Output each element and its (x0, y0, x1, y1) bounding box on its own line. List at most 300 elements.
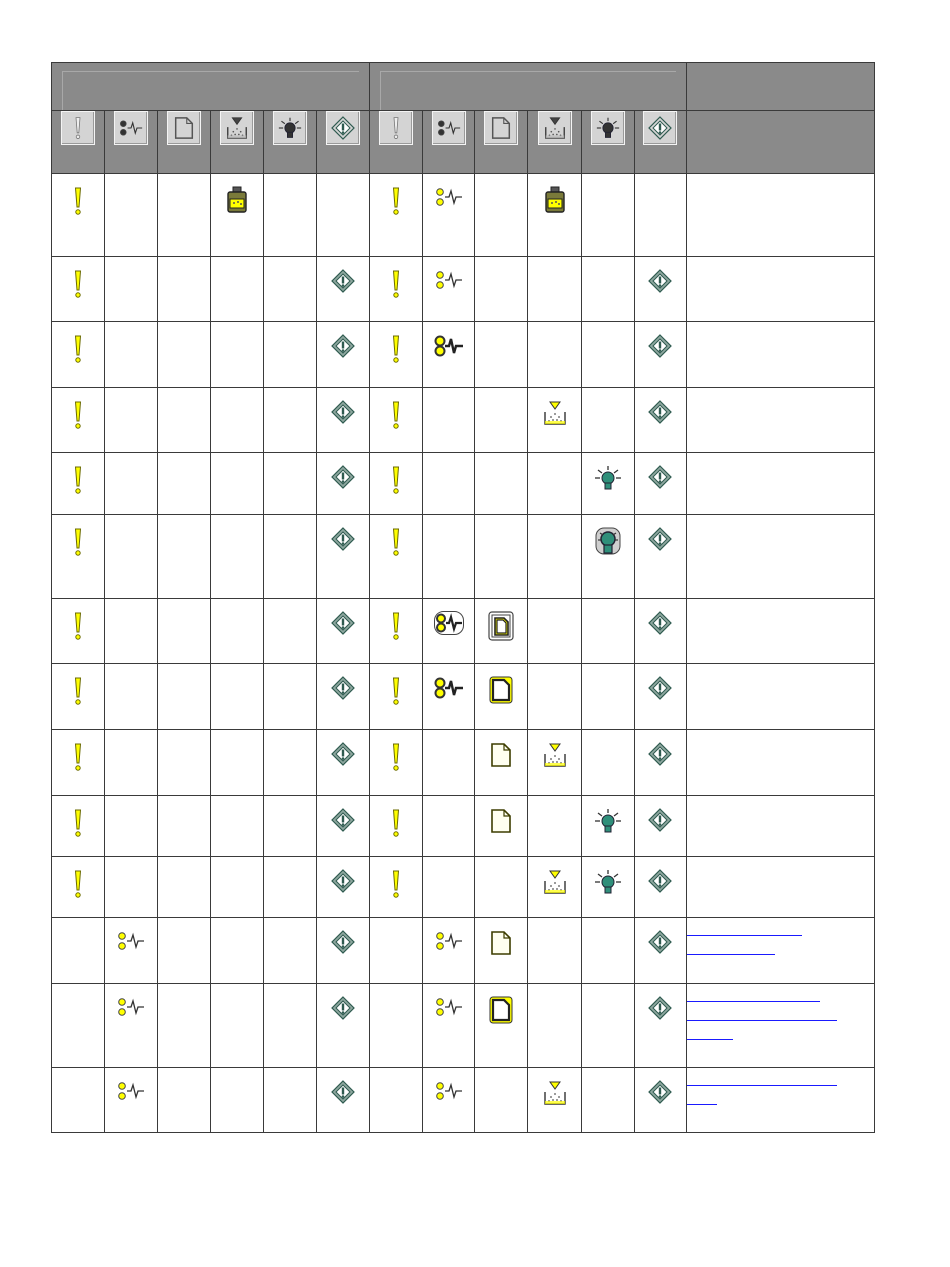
table-cell (105, 515, 158, 599)
diamond-icon (331, 808, 355, 832)
status-table (51, 62, 875, 1133)
table-cell (317, 796, 370, 857)
diamond-icon (648, 611, 672, 635)
table-cell (211, 918, 264, 984)
table-cell (634, 257, 686, 322)
table-cell (634, 453, 686, 515)
table-cell (370, 730, 423, 796)
table-cell (158, 174, 211, 257)
table-cell (158, 453, 211, 515)
table-cell (423, 322, 475, 388)
table-cell (105, 918, 158, 984)
table-cell (158, 730, 211, 796)
diamond-icon (648, 869, 672, 893)
table-cell (317, 515, 370, 599)
table-cell (581, 1068, 634, 1133)
table-cell (581, 599, 634, 664)
table-cell (264, 918, 317, 984)
table-cell (264, 664, 317, 730)
table-cell (581, 918, 634, 984)
light-icon (273, 111, 307, 145)
exclamation-icon (73, 869, 83, 899)
sensor-icon (432, 111, 466, 145)
diamond-icon (331, 527, 355, 551)
table-cell (634, 857, 686, 918)
table-cell (634, 918, 686, 984)
table-cell (370, 599, 423, 664)
table-cell (52, 322, 105, 388)
exclamation-icon (73, 611, 83, 641)
table-cell (317, 984, 370, 1068)
table-cell (52, 730, 105, 796)
table-cell (370, 388, 423, 453)
table-cell (370, 857, 423, 918)
table-cell (528, 796, 581, 857)
sensor-icon (435, 269, 463, 291)
table-cell (634, 1068, 686, 1133)
header-col-4 (211, 111, 264, 174)
table-cell (370, 453, 423, 515)
table-cell (52, 515, 105, 599)
table-cell (52, 257, 105, 322)
table-row (52, 664, 875, 730)
table-cell (370, 1068, 423, 1133)
description-link[interactable] (687, 1068, 837, 1086)
table-cell (581, 257, 634, 322)
table-cell (52, 857, 105, 918)
diamond-icon (331, 1080, 355, 1104)
table-cell (634, 388, 686, 453)
table-cell (317, 599, 370, 664)
sensor-icon (117, 996, 145, 1018)
table-cell (158, 322, 211, 388)
table-cell (211, 599, 264, 664)
table-row (52, 322, 875, 388)
table-cell (475, 388, 528, 453)
table-cell (264, 257, 317, 322)
table-cell (105, 730, 158, 796)
table-cell (581, 174, 634, 257)
header-group-1 (52, 63, 370, 111)
table-cell (264, 388, 317, 453)
exclamation-icon (391, 869, 401, 899)
paper-multi-icon (488, 611, 514, 641)
table-cell (581, 984, 634, 1068)
table-cell (105, 257, 158, 322)
paper-icon (490, 930, 512, 956)
table-cell (211, 453, 264, 515)
description-cell (686, 730, 874, 796)
table-cell (105, 174, 158, 257)
table-cell (475, 918, 528, 984)
paper-icon (484, 111, 518, 145)
table-cell (423, 857, 475, 918)
exclamation-icon (73, 808, 83, 838)
toner-icon (543, 742, 567, 768)
table-cell (634, 174, 686, 257)
table-cell (105, 1068, 158, 1133)
table-cell (158, 1068, 211, 1133)
table-cell (317, 453, 370, 515)
header-col-3 (158, 111, 211, 174)
exclamation-icon (391, 400, 401, 430)
light-icon (594, 808, 622, 834)
table-cell (370, 984, 423, 1068)
table-cell (475, 796, 528, 857)
table-cell (475, 322, 528, 388)
table-cell (264, 796, 317, 857)
table-cell (211, 730, 264, 796)
toner-icon (538, 111, 572, 145)
diamond-icon (326, 111, 360, 145)
table-cell (423, 730, 475, 796)
table-cell (105, 664, 158, 730)
paper-bold-icon (489, 676, 513, 704)
table-cell (634, 515, 686, 599)
table-cell (475, 257, 528, 322)
diamond-icon (648, 269, 672, 293)
light-icon (594, 465, 622, 491)
description-link[interactable] (687, 918, 802, 936)
table-cell (528, 174, 581, 257)
header-group-3 (686, 63, 874, 111)
table-cell (264, 515, 317, 599)
diamond-icon (331, 269, 355, 293)
table-cell (581, 453, 634, 515)
table-cell (158, 664, 211, 730)
table-cell (264, 322, 317, 388)
exclamation-icon (391, 808, 401, 838)
table-cell (423, 1068, 475, 1133)
diamond-icon (331, 676, 355, 700)
description-cell (686, 453, 874, 515)
diamond-icon (331, 465, 355, 489)
toner-icon (220, 111, 254, 145)
table-cell (105, 984, 158, 1068)
table-cell (581, 388, 634, 453)
description-cell (686, 796, 874, 857)
table-cell (370, 174, 423, 257)
exclamation-icon (391, 465, 401, 495)
table-cell (528, 599, 581, 664)
description-cell (686, 174, 874, 257)
diamond-icon (648, 527, 672, 551)
table-cell (370, 322, 423, 388)
table-cell (475, 730, 528, 796)
table-cell (581, 515, 634, 599)
table-cell (317, 857, 370, 918)
exclamation-icon (73, 676, 83, 706)
header-col-10 (528, 111, 581, 174)
exclamation-icon (391, 334, 401, 364)
table-cell (423, 918, 475, 984)
table-cell (528, 664, 581, 730)
description-cell (686, 599, 874, 664)
table-cell (370, 515, 423, 599)
table-row (52, 857, 875, 918)
table-cell (528, 388, 581, 453)
light-icon (594, 869, 622, 895)
header-col-1 (52, 111, 105, 174)
table-row (52, 1068, 875, 1133)
table-cell (475, 984, 528, 1068)
paper-bold-icon (489, 996, 513, 1024)
table-cell (158, 918, 211, 984)
table-cell (528, 918, 581, 984)
table-cell (423, 515, 475, 599)
table-row (52, 453, 875, 515)
table-cell (317, 174, 370, 257)
diamond-icon (648, 1080, 672, 1104)
table-cell (370, 664, 423, 730)
header-col-9 (475, 111, 528, 174)
description-link[interactable] (687, 1022, 733, 1040)
header-icon-row (52, 111, 875, 174)
table-cell (370, 257, 423, 322)
table-cell (317, 388, 370, 453)
table-cell (423, 388, 475, 453)
table-cell (158, 515, 211, 599)
exclamation-icon (73, 465, 83, 495)
header-col-12 (634, 111, 686, 174)
table-cell (264, 984, 317, 1068)
table-cell (475, 599, 528, 664)
table-cell (317, 918, 370, 984)
diamond-icon (331, 334, 355, 358)
description-cell (686, 257, 874, 322)
table-cell (105, 322, 158, 388)
table-cell (264, 599, 317, 664)
paper-icon (167, 111, 201, 145)
table-cell (158, 796, 211, 857)
diamond-icon (648, 808, 672, 832)
header-group-row (52, 63, 875, 111)
table-row (52, 918, 875, 984)
table-cell (52, 453, 105, 515)
light-multi-icon (594, 527, 622, 557)
description-cell (686, 984, 874, 1068)
table-cell (317, 730, 370, 796)
table-cell (52, 1068, 105, 1133)
sensor-icon (435, 930, 463, 952)
table-cell (211, 857, 264, 918)
exclamation-icon (391, 269, 401, 299)
exclamation-icon (73, 527, 83, 557)
table-row (52, 515, 875, 599)
sensor-icon (435, 1080, 463, 1102)
table-cell (317, 322, 370, 388)
table-cell (317, 664, 370, 730)
table-cell (105, 599, 158, 664)
paper-icon (490, 808, 512, 834)
table-cell (211, 515, 264, 599)
table-cell (423, 599, 475, 664)
table-cell (581, 730, 634, 796)
description-link[interactable] (687, 984, 820, 1002)
table-cell (211, 664, 264, 730)
table-cell (211, 257, 264, 322)
exclamation-icon (391, 611, 401, 641)
table-cell (158, 599, 211, 664)
exclamation-icon (73, 269, 83, 299)
description-cell (686, 515, 874, 599)
bottle-icon (543, 186, 567, 214)
sensor-icon (435, 996, 463, 1018)
sensor-icon (117, 1080, 145, 1102)
header-col-11 (581, 111, 634, 174)
table-cell (158, 857, 211, 918)
table-cell (423, 984, 475, 1068)
table-cell (211, 174, 264, 257)
table-row (52, 984, 875, 1068)
diamond-icon (331, 930, 355, 954)
header-col-7 (370, 111, 423, 174)
table-cell (634, 984, 686, 1068)
exclamation-icon (73, 334, 83, 364)
description-cell (686, 1068, 874, 1133)
table-row (52, 388, 875, 453)
table-cell (317, 1068, 370, 1133)
sensor-icon (435, 186, 463, 208)
exclamation-icon (379, 111, 413, 145)
table-cell (158, 257, 211, 322)
toner-icon (543, 869, 567, 895)
table-cell (423, 453, 475, 515)
table-cell (105, 857, 158, 918)
description-cell (686, 388, 874, 453)
diamond-icon (648, 996, 672, 1020)
exclamation-icon (391, 186, 401, 216)
table-cell (264, 1068, 317, 1133)
diamond-icon (331, 611, 355, 635)
table-cell (52, 599, 105, 664)
table-cell (211, 1068, 264, 1133)
sensor-bold-icon (434, 334, 464, 358)
description-cell (686, 857, 874, 918)
table-cell (211, 796, 264, 857)
description-link[interactable] (687, 1087, 717, 1105)
exclamation-icon (391, 676, 401, 706)
exclamation-icon (73, 186, 83, 216)
table-cell (52, 918, 105, 984)
table-row (52, 257, 875, 322)
table-cell (528, 322, 581, 388)
header-col-6 (317, 111, 370, 174)
table-cell (264, 174, 317, 257)
table-cell (634, 730, 686, 796)
table-cell (475, 664, 528, 730)
diamond-icon (331, 996, 355, 1020)
bottle-icon (225, 186, 249, 214)
table-cell (528, 730, 581, 796)
table-cell (158, 984, 211, 1068)
exclamation-icon (61, 111, 95, 145)
diamond-icon (643, 111, 677, 145)
table-cell (528, 515, 581, 599)
table-cell (528, 857, 581, 918)
table-cell (264, 730, 317, 796)
header-col-2 (105, 111, 158, 174)
description-link[interactable] (687, 1003, 837, 1021)
table-cell (317, 257, 370, 322)
exclamation-icon (391, 527, 401, 557)
table-cell (105, 388, 158, 453)
table-cell (370, 796, 423, 857)
sensor-bold-icon (434, 676, 464, 700)
table-cell (475, 174, 528, 257)
diamond-icon (648, 334, 672, 358)
table-cell (52, 388, 105, 453)
table-cell (475, 453, 528, 515)
table-cell (528, 453, 581, 515)
table-cell (211, 984, 264, 1068)
table-cell (634, 664, 686, 730)
paper-icon (490, 742, 512, 768)
table-cell (52, 664, 105, 730)
table-cell (211, 388, 264, 453)
table-cell (634, 796, 686, 857)
table-row (52, 730, 875, 796)
diamond-icon (648, 465, 672, 489)
description-cell (686, 322, 874, 388)
table-cell (370, 918, 423, 984)
table-cell (105, 453, 158, 515)
table-cell (581, 796, 634, 857)
header-col-5 (264, 111, 317, 174)
light-icon (591, 111, 625, 145)
table-cell (475, 857, 528, 918)
table-cell (581, 857, 634, 918)
toner-icon (543, 1080, 567, 1106)
header-group-2 (370, 63, 686, 111)
table-cell (423, 257, 475, 322)
table-cell (211, 322, 264, 388)
diamond-icon (331, 742, 355, 766)
table-cell (52, 984, 105, 1068)
description-cell (686, 664, 874, 730)
sensor-bold-outline-icon (434, 611, 464, 635)
table-cell (581, 322, 634, 388)
exclamation-icon (73, 400, 83, 430)
table-row (52, 174, 875, 257)
description-cell (686, 918, 874, 984)
table-cell (264, 453, 317, 515)
sensor-icon (117, 930, 145, 952)
table-cell (528, 257, 581, 322)
table-cell (634, 599, 686, 664)
header-col-8 (423, 111, 475, 174)
table-cell (52, 796, 105, 857)
table-cell (581, 664, 634, 730)
exclamation-icon (73, 742, 83, 772)
table-row (52, 796, 875, 857)
table-cell (105, 796, 158, 857)
table-cell (423, 796, 475, 857)
table-cell (423, 664, 475, 730)
table-cell (158, 388, 211, 453)
diamond-icon (648, 400, 672, 424)
toner-icon (543, 400, 567, 426)
table-cell (423, 174, 475, 257)
table-cell (475, 515, 528, 599)
table-cell (528, 1068, 581, 1133)
exclamation-icon (391, 742, 401, 772)
diamond-icon (331, 400, 355, 424)
diamond-icon (648, 930, 672, 954)
sensor-icon (114, 111, 148, 145)
description-link[interactable] (687, 937, 775, 955)
table-cell (52, 174, 105, 257)
